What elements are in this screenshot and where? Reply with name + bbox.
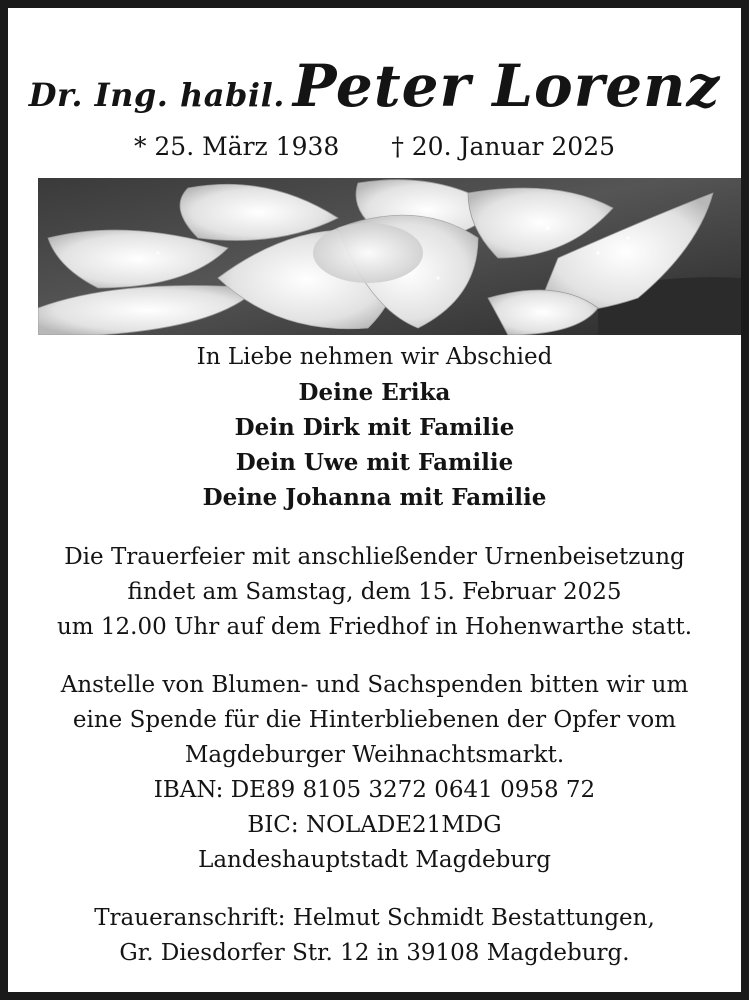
water-lily-icon: [38, 178, 741, 335]
iban-line: IBAN: DE89 8105 3272 0641 0958 72: [153, 777, 596, 803]
mourner-line: Deine Erika: [298, 379, 451, 406]
recipient-line: Landeshauptstadt Magdeburg: [198, 847, 551, 873]
mourner-line: Deine Johanna mit Familie: [202, 484, 547, 511]
address-section: [8, 901, 741, 971]
address-line: Traueranschrift: Helmut Schmidt Bestattungen,: [94, 905, 655, 931]
water-lily-image: [38, 178, 741, 335]
bic-line: BIC: NOLADE21MDG: [247, 812, 502, 838]
ceremony-line: um 12.00 Uhr auf dem Friedhof in Hohenwarthe statt.: [56, 614, 693, 640]
farewell-section: [8, 340, 741, 515]
obituary-notice: [8, 8, 741, 992]
donation-line: Magdeburger Weihnachtsmarkt.: [184, 742, 565, 768]
deceased-name-line: [8, 52, 741, 120]
deceased-name: Peter Lorenz: [292, 52, 721, 120]
death-date: † 20. Januar 2025: [391, 132, 616, 161]
ceremony-line: findet am Samstag, dem 15. Februar 2025: [127, 579, 622, 605]
donation-line: eine Spende für die Hinterbliebenen der Opfer vom: [72, 707, 677, 733]
ceremony-line: Die Trauerfeier mit anschließender Urnenbeisetzung: [64, 544, 685, 570]
birth-date: * 25. März 1938: [133, 132, 340, 161]
academic-title: Dr. Ing. habil.: [28, 76, 285, 114]
donation-line: Anstelle von Blumen- und Sachspenden bitten wir um: [60, 672, 689, 698]
life-dates: [8, 132, 741, 161]
ceremony-section: [8, 540, 741, 645]
address-line: Gr. Diesdorfer Str. 12 in 39108 Magdeburg.: [119, 940, 630, 966]
donation-section: [8, 668, 741, 878]
mourner-line: Dein Uwe mit Familie: [235, 449, 514, 476]
farewell-intro: In Liebe nehmen wir Abschied: [196, 344, 553, 370]
mourner-line: Dein Dirk mit Familie: [234, 414, 515, 441]
